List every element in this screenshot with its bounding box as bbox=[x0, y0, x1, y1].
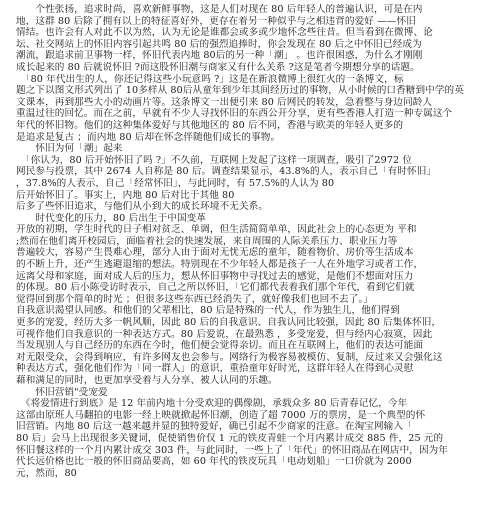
text-line: 「80 年代出生的人，你还记得这些小玩意吗 ?」这是在新浪微博上很红火的一条博文，标 bbox=[16, 73, 404, 85]
text-line: 80 后」会马上出现很多关键词，促使销售价仅 1 元的铁皮青蛙一个月内累计成交 885 件，25 元的 bbox=[16, 432, 444, 444]
text-line: 后开始怀旧了。事实上，内地 80 后对比于其他 80 bbox=[16, 189, 235, 201]
text-line: 网民参与投票，其中 2674 人自称是 80 后。调查结果显示，43.8%的人，表示自己「有时怀旧」 bbox=[16, 166, 437, 178]
text-line: 怀旧营销"受宠爱 bbox=[16, 386, 108, 398]
text-line: 坛、社交网站上的怀旧内容引起共鸣 80 后的强烈追捧时，你会发现在 80 后之中怀旧已经成为 bbox=[16, 38, 422, 50]
text-line: 开放的初期，学生时代的日子相对贫乏、单调，但生活简简单单，因此社会上的心态更为 平和 bbox=[16, 224, 417, 236]
text-line: 这部由原班人马翻拍的电影一经上映就掀起怀旧潮，创造了超 7000 万的票房，是一个典型的怀 bbox=[16, 409, 426, 421]
text-line: 怀旧为何「潮」起来 bbox=[16, 143, 123, 155]
text-line: 远离父母和家庭，面对成人后的压力，想从怀旧事物中寻找过去的感觉，是他们不想面对压力 bbox=[16, 270, 414, 282]
text-line: 自我意识渴望认同感。和他们的父辈相比，80 后是特殊的一代人，作为独生儿，他们得到 bbox=[16, 305, 400, 317]
text-line: 更多的宠爱，经历大多一帆风顺，因此 80 后的自我意识、自我认同比较强，因此 80 后集体怀旧， bbox=[16, 317, 442, 329]
text-line: 普遍较大，容易产生畏难心理，部分人由于面对无忧无虑的童年，随着物价、房价等生活成本 bbox=[16, 247, 414, 259]
text-line: 地，这群 80 后除了拥有以上的特征喜好外，更存在着另一种似乎与之相违背的爱好 ——怀旧 bbox=[16, 15, 416, 27]
text-line: 文课本，再到那些大小的动画片等。这条博文一出便引来 80 后网民的转发，急着整与身边同龄人 bbox=[16, 96, 433, 108]
text-line: 觉得回到那个简单的时光 ；但很多这些东西已经消失了，就好像我们也回不去了。」 bbox=[16, 293, 374, 305]
text-line: 可视作他们自我意识的一种表达方式。80 后爱说，在最熟悉 ，多受宠爱，但与经内心寂寞，因此 bbox=[16, 328, 433, 340]
text-line: 怀旧餐这样的一个月内累计成交 303 件，与此同时，一些上了「年代」的怀旧商品在网店中，因为年 bbox=[16, 444, 449, 456]
text-line: 当发现别人与自己经历的东西在今时，他们便会觉得亲切。而且在互联网上，他们的表达可能面 bbox=[16, 340, 424, 352]
text-line: 情结。也许会有人对此不以为然，认为无论是谁都会或多或少地怀念些往昔。但当看到在微博、论 bbox=[16, 27, 433, 39]
text-line: 对无限受众，会得到响应，有许多网友也会参与。网络行为极容易被模仿、复制，反过来又会强化这 bbox=[16, 351, 443, 363]
text-line: ，37.8%的人表示，自己「经常怀旧」，与此同时，有 57.5%的人认为 80 bbox=[16, 177, 335, 189]
text-line: 元，然而，80 bbox=[16, 467, 77, 479]
text-line: 年代的怀旧物。他们的这种集体爱好与其他地区的 80 后不同，香港与欧美的年轻人更多的 bbox=[16, 119, 404, 131]
text-line: 的体现。80 后小陈受访时表示，自己之所以怀旧，「它们都代表着我们那个年代，看到它们就 bbox=[16, 282, 415, 294]
text-line: 藉和满足的同时，也更加享受着与人分享、被人认同的乐趣。 bbox=[16, 375, 278, 386]
text-line: 「你认为，80 后开始怀旧了吗 ?」不久前，互联网上发起了这样一项调查，吸引了2972 位 bbox=[16, 154, 413, 166]
text-line: 代长远价格也比一般的怀旧商品要高，如 60 年代的铁皮玩具「电动划船」一口价就为 2000 bbox=[16, 456, 412, 468]
text-line: 重温过往的回忆。而在之前，早就有不少人寻找怀旧的东西公开分享，更有些香港人打造一种专属这个 bbox=[16, 108, 453, 120]
text-line: 题之下以图文形式列出了 10多样从 80后从童年到少年其间经历过的事物，从小时候的口香糖到中学的英 bbox=[16, 85, 464, 97]
text-line: 后多了些怀旧追求，与他们从小到大的成长环境不无关系。 bbox=[16, 201, 269, 213]
text-line: 种表达方式，强化他们作为「同一群人」的意识，重拾童年好时光，这群年轻人在得到心灵慰 bbox=[16, 363, 414, 375]
text-line: 潮流，跟追求前卫事物一样，怀旧代表内地 80后的另一种「潮」 。也许很困惑，为什么才刚刚 bbox=[16, 50, 423, 62]
text-line: 的不断上升，还产生逃避退缩的想法。特别现在不少年轻人都是孩子一人在外地学习或者工作， bbox=[16, 259, 424, 271]
text-line: 时代变化的压力，80 后出生于中国变革 bbox=[16, 212, 207, 224]
text-line: 是追求是复古 ；而内地 80 后却在怀念伴随他们成长的事物。 bbox=[16, 131, 281, 143]
text-line: 《将爱情进行到底》是 12 年前内地十分受欢迎的偶像剧，承载众多 80 后青春记忆，今年 bbox=[16, 398, 408, 410]
text-line: 旧营销。内地 80 后这一越来越并显的独特爱好，确已引起不少商家的注意。在淘宝网输入「 bbox=[16, 421, 413, 433]
text-line: 个性张扬，追求时尚，喜欢新鲜事物，这是人们对现在 80 后年轻人的普遍认识，可是在内 bbox=[16, 4, 423, 15]
text-line: ;然而在他们离开校园后，面临着社会的快速发展，来自周围的人际关系压力、职业压力等 bbox=[16, 235, 398, 247]
text-line: 成长起来的 80 后就说怀旧 ?而这股怀旧潮与商家又有什么关系 ?这是笔者今期想分享的话题。 bbox=[16, 61, 420, 73]
